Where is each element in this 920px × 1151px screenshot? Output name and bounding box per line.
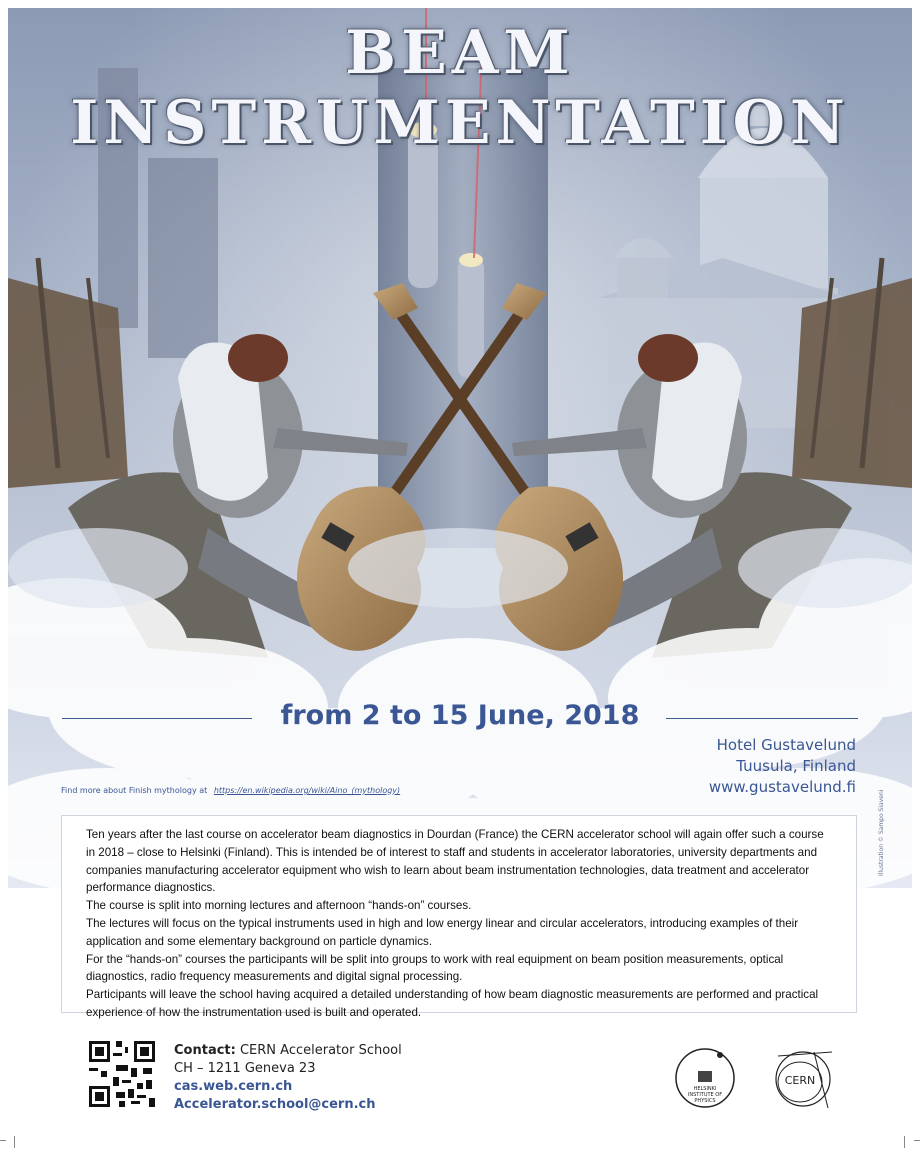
venue-location: Tuusula, Finland [736,757,856,775]
mythology-link[interactable]: https://en.wikipedia.org/wiki/Aino_(mythology) [213,786,401,795]
venue-website[interactable]: www.gustavelund.fi [708,778,856,796]
crop-mark [904,1136,905,1148]
poster-title: BEAM INSTRUMENTATION [70,18,850,158]
mythology-note-text: Find more about Finish mythology at [61,786,208,795]
description-paragraph: Ten years after the last course on accelerator beam diagnostics in Dourdan (France) the CERN accelerator school will again offer such a course in 2018 – close to Helsinki (Finland). This is intended be of interest to staff and students in accelerator laboratories, university departments and companies manufacturing accelerator equipment who wish to learn about beam instrumentation technologies, data treatment and accelerator performance diagnostics. [86,828,824,895]
illustration-credit: Illustration © Sampo Siaveni [878,789,885,876]
helsinki-institute-logo [672,1045,738,1111]
description-panel [61,815,857,1019]
date-rule-right [666,718,858,719]
contact-email-link[interactable]: Accelerator.school@cern.ch [174,1097,376,1112]
venue-name: Hotel Gustavelund [716,736,856,754]
contact-website-link[interactable]: cas.web.cern.ch [174,1079,293,1094]
mythology-note [61,786,400,795]
date-rule-left [62,718,252,719]
contact-address: CH – 1211 Geneva 23 [174,1061,316,1076]
cern-logo [770,1046,836,1112]
crop-mark [14,1136,15,1148]
venue-block [709,735,856,798]
cern-logo-text: CERN [784,1074,816,1087]
description-paragraph: The lectures will focus on the typical instruments used in high and low energy linear and circular accelerators, introducing examples of their application and some elementary background on particle dynamics. [86,916,799,948]
course-dates: from 2 to 15 June, 2018 [280,700,640,731]
contact-org: CERN Accelerator School [239,1043,402,1058]
crop-mark [914,1140,920,1141]
contact-details [174,1042,434,1114]
hip-line-3: PHYSICS [694,1098,716,1104]
description-paragraph: Participants will leave the school having acquired a detailed understanding of how beam diagnostic measurements are performed and practical experience of how the instrumentation used is built and operated. [86,988,819,1019]
contact-label: Contact: [174,1043,236,1058]
description-paragraph: The course is split into morning lectures and afternoon “hands-on” courses. [86,899,472,913]
hip-line-1: HELSINKI [693,1086,717,1092]
qr-code-icon[interactable] [86,1038,158,1110]
crop-mark [0,1140,6,1141]
description-paragraph: For the “hands-on” courses the participants will be split into groups to work with real equipment on beam position measurements, optical diagnostics, radio frequency measurements and digital signal processing. [86,952,784,984]
hip-line-2: INSTITUTE OF [687,1092,723,1098]
